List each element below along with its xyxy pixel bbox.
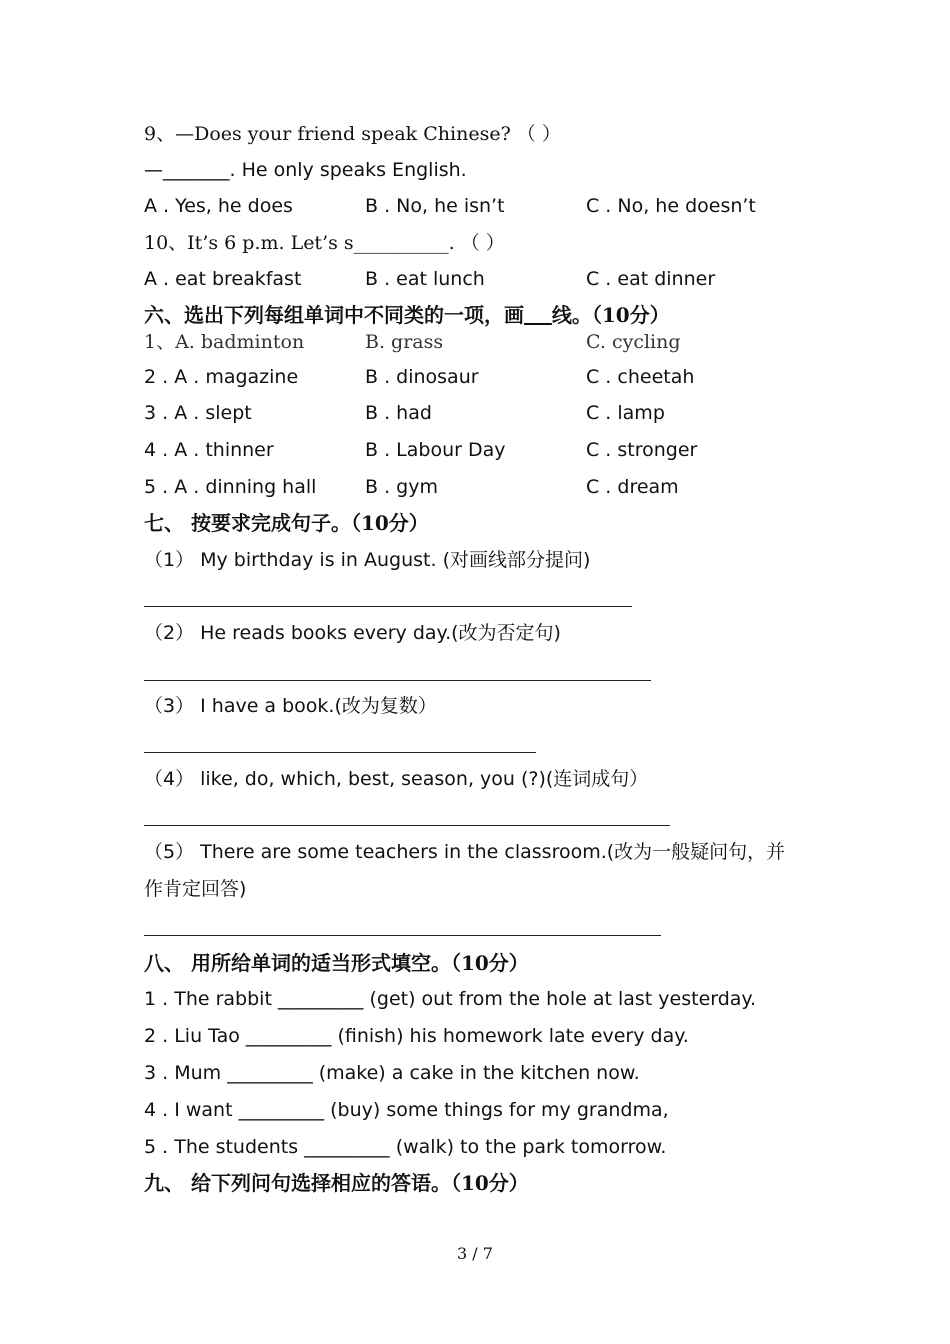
s7-item-3: （3） I have a book.(改为复数） [144,695,437,717]
q10-option-a: A . eat breakfast [144,268,302,290]
section7-heading: 七、 按要求完成句子。（10分） [144,511,429,535]
s7-item-5: （5） There are some teachers in the classroom.(改为一般疑问句，并 [144,841,786,863]
q9-option-c: C . No, he doesn’t [586,195,756,217]
page-number: 3 / 7 [457,1244,493,1263]
s6-r1-c: C. cycling [586,331,681,353]
s6-r3-b: B . had [365,402,432,424]
s6-r4-b: B . Labour Day [365,439,506,461]
s6-r1-a: 1、A. badminton [144,331,305,353]
s7-answer-line-4[interactable] [144,825,670,826]
section6-heading [144,303,670,327]
s6-r4-a: 4 . A . thinner [144,439,274,461]
section6-heading-post: 线。（10分） [551,303,670,327]
s8-item-2: 2 . Liu Tao _________ (finish) his homework late every day. [144,1025,689,1047]
s7-answer-line-2[interactable] [144,680,651,681]
s6-r5-a: 5 . A . dinning hall [144,476,317,498]
q10-option-c: C . eat dinner [586,268,716,290]
q10-question: 10、It’s 6 p.m. Let’s s__________. （ ） [144,232,505,254]
section6-heading-pre: 六、选出下列每组单词中不同类的一项，画 [144,303,524,327]
section8-heading: 八、 用所给单词的适当形式填空。（10分） [144,951,529,975]
s6-r5-b: B . gym [365,476,438,498]
s6-r2-a: 2 . A . magazine [144,366,299,388]
s6-r5-c: C . dream [586,476,679,498]
s6-r1-b: B. grass [365,331,444,353]
s6-r2-b: B . dinosaur [365,366,479,388]
s6-r4-c: C . stronger [586,439,698,461]
q9-option-b: B . No, he isn’t [365,195,505,217]
q9-question: 9、—Does your friend speak Chinese? （ ） [144,123,561,145]
s8-item-1: 1 . The rabbit _________ (get) out from the hole at last yesterday. [144,988,757,1010]
q10-option-b: B . eat lunch [365,268,485,290]
section6-heading-gap [524,303,552,327]
s7-item-1: （1） My birthday is in August. (对画线部分提问) [144,549,591,571]
section9-heading: 九、 给下列问句选择相应的答语。（10分） [144,1171,529,1195]
s7-item-4: （4） like, do, which, best, season, you (?)(连词成句） [144,768,649,790]
s6-r2-c: C . cheetah [586,366,695,388]
s7-item-2: （2） He reads books every day.(改为否定句) [144,622,561,644]
s6-r3-a: 3 . A . slept [144,402,252,424]
q9-response: —_______. He only speaks English. [144,159,467,181]
s7-item-5-cont: 作肯定回答) [144,878,247,900]
s7-answer-line-1[interactable] [144,606,632,607]
q9-option-a: A . Yes, he does [144,195,293,217]
s8-item-3: 3 . Mum _________ (make) a cake in the kitchen now. [144,1062,640,1084]
s7-answer-line-3[interactable] [144,752,536,753]
s7-answer-line-5[interactable] [144,935,661,936]
s8-item-4: 4 . I want _________ (buy) some things for my grandma, [144,1099,669,1121]
s6-r3-c: C . lamp [586,402,665,424]
s8-item-5: 5 . The students _________ (walk) to the park tomorrow. [144,1136,667,1158]
